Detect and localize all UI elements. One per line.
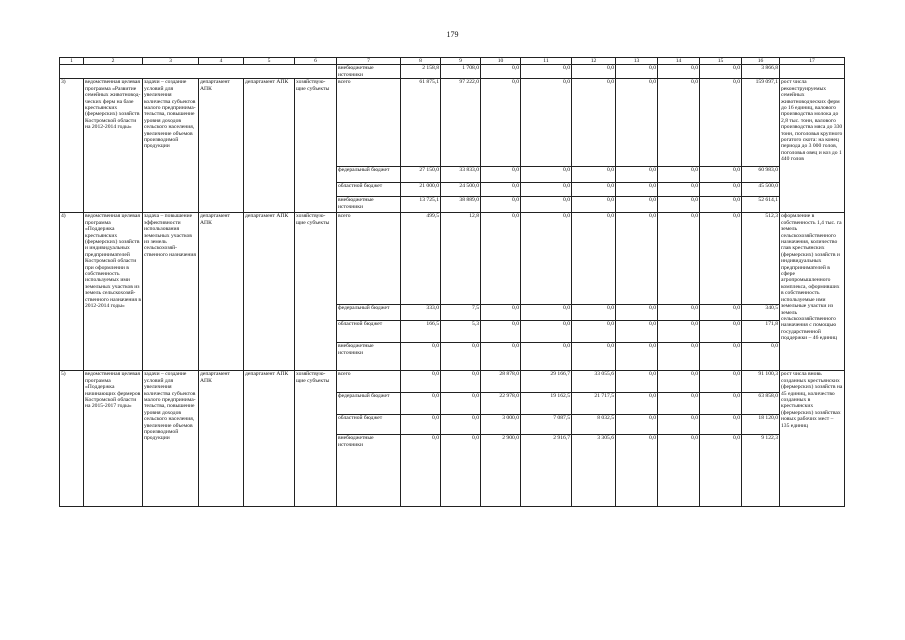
amount-cell: 0,0 [616,65,658,79]
funding-source: федеральный бюджет [337,393,401,415]
funding-source: внебюджетные источники [337,65,401,79]
funding-source: федеральный бюджет [337,167,401,183]
participants: хозяйствую-щие субъекты [295,213,337,371]
column-number: 10 [481,58,521,65]
amount-cell: 0,0 [572,197,616,213]
amount-cell: 0,0 [700,213,742,305]
amount-cell: 0,0 [658,371,700,393]
amount-cell: 21 717,5 [572,393,616,415]
amount-cell: 0,0 [521,343,572,371]
funding-source: внебюджетные источники [337,343,401,371]
program-table [59,57,845,507]
amount-cell: 24 500,0 [441,183,481,197]
amount-cell: 0,0 [658,197,700,213]
amount-cell: 0,0 [700,167,742,183]
amount-cell: 0,0 [481,321,521,343]
co-executor: департамент АПК [244,371,295,507]
funding-source: областной бюджет [337,321,401,343]
amount-cell: 0,0 [572,167,616,183]
column-number: 15 [700,58,742,65]
amount-cell: 3 000,0 [481,415,521,435]
amount-cell: 0,0 [572,321,616,343]
amount-cell: 27 150,0 [401,167,441,183]
participants: хозяйствую-щие субъекты [295,79,337,213]
table-row [60,65,845,79]
amount-cell: 19 162,5 [521,393,572,415]
amount-cell: 0,0 [616,371,658,393]
amount-cell: 0,0 [700,321,742,343]
amount-cell: 5,3 [441,321,481,343]
column-number: 11 [521,58,572,65]
expected-result: рост числа вновь созданных крестьянских (фермерских) хозяйств на 45 единиц, количество созданных в крестьянских (фермерских) хозяйствах новых рабочих мест – 135 единиц [780,371,845,507]
amount-cell: 0,0 [572,305,616,321]
column-number: 8 [401,58,441,65]
responsible-executor: департамент АПК [199,371,244,507]
amount-cell: 52 614,1 [742,197,780,213]
amount-cell: 0,0 [481,167,521,183]
amount-cell: 0,0 [616,213,658,305]
amount-cell: 0,0 [481,79,521,167]
amount-cell: 0,0 [572,213,616,305]
amount-cell: 0,0 [658,343,700,371]
page-number: 179 [446,30,459,39]
amount-cell: 18 120,0 [742,415,780,435]
amount-cell: 0,0 [441,371,481,393]
amount-cell: 33 833,0 [441,167,481,183]
amount-cell: 0,0 [658,65,700,79]
amount-cell: 0,0 [441,415,481,435]
column-number: 3 [143,58,199,65]
amount-cell: 0,0 [401,435,441,507]
amount-cell: 0,0 [616,393,658,415]
amount-cell: 0,0 [572,65,616,79]
amount-cell: 0,0 [700,197,742,213]
amount-cell: 0,0 [481,183,521,197]
amount-cell: 0,0 [658,305,700,321]
amount-cell: 0,0 [616,167,658,183]
funding-source: областной бюджет [337,415,401,435]
funding-source: федеральный бюджет [337,305,401,321]
responsible-executor: департамент АПК [199,213,244,371]
section-number: 3) [60,79,84,213]
program-name: ведомственная целевая программа «Поддержка крестьянских (фермерских) хозяйств и индивидуальных предпринимателей Костромской области при оформлении в собственность используемых ими земельных участков из земель сельскохозяй-ственного назначения в 2012-2014 годы» [84,213,143,371]
amount-cell: 2 900,0 [481,435,521,507]
amount-cell: 0,0 [700,65,742,79]
amount-cell: 0,0 [441,393,481,415]
amount-cell: 0,0 [616,435,658,507]
funding-source: областной бюджет [337,183,401,197]
amount-cell: 0,0 [742,343,780,371]
program-name: ведомственная целевая программа «Развитие семейных животновод-ческих ферм на базе крестьянских (фермерских) хозяйств Костромской области на 2012-2014 годы» [84,79,143,213]
amount-cell: 0,0 [658,183,700,197]
amount-cell: 340,5 [742,305,780,321]
amount-cell: 21 000,0 [401,183,441,197]
amount-cell: 0,0 [658,435,700,507]
amount-cell: 28 878,0 [481,371,521,393]
column-number: 14 [658,58,700,65]
amount-cell: 0,0 [616,79,658,167]
amount-cell: 0,0 [658,321,700,343]
column-number: 16 [742,58,780,65]
empty-cell [60,65,337,79]
amount-cell: 8 032,5 [572,415,616,435]
column-number: 7 [337,58,401,65]
amount-cell: 45 500,0 [742,183,780,197]
amount-cell: 0,0 [658,213,700,305]
amount-cell: 0,0 [401,371,441,393]
amount-cell: 0,0 [481,65,521,79]
amount-cell: 2 158,8 [401,65,441,79]
amount-cell: 0,0 [481,213,521,305]
amount-cell: 0,0 [700,415,742,435]
amount-cell: 159 097,1 [742,79,780,167]
amount-cell: 0,0 [616,415,658,435]
amount-cell: 0,0 [521,167,572,183]
funding-source: всего [337,213,401,305]
amount-cell: 63 858,0 [742,393,780,415]
amount-cell: 171,8 [742,321,780,343]
amount-cell: 333,0 [401,305,441,321]
amount-cell: 2 916,7 [521,435,572,507]
amount-cell: 0,0 [481,343,521,371]
expected-result: рост числа реконструируемых семейных животноводческих ферм до 16 единиц, валового производства молока до 2,8 тыс. тонн, валового производства мяса до 330 тонн, поголовья крупного рогатого скота: на конец периода до 3 000 голов, поголовья овец и коз до 1 440 голов [780,79,845,213]
amount-cell: 499,5 [401,213,441,305]
column-number: 2 [84,58,143,65]
section-number: 4) [60,213,84,371]
amount-cell: 0,0 [521,183,572,197]
amount-cell: 166,5 [401,321,441,343]
amount-cell: 3 305,6 [572,435,616,507]
column-number: 4 [199,58,244,65]
amount-cell: 0,0 [572,79,616,167]
amount-cell: 0,0 [700,435,742,507]
column-number: 5 [244,58,295,65]
amount-cell: 13 725,1 [401,197,441,213]
amount-cell: 0,0 [658,79,700,167]
amount-cell: 91 100,3 [742,371,780,393]
amount-cell: 97 222,0 [441,79,481,167]
amount-cell: 0,0 [700,393,742,415]
amount-cell: 0,0 [521,197,572,213]
column-number: 6 [295,58,337,65]
amount-cell: 0,0 [441,343,481,371]
amount-cell: 22 978,0 [481,393,521,415]
co-executor: департамент АПК [244,213,295,371]
amount-cell: 0,0 [521,213,572,305]
amount-cell: 0,0 [521,65,572,79]
amount-cell: 0,0 [700,371,742,393]
column-number: 13 [616,58,658,65]
amount-cell: 0,0 [521,321,572,343]
program-task: задачи – создание условий для увеличения количества субъектов малого предпринима-тельства, повышение уровня доходов сельского населения, увеличение объемов производимой продукции [143,371,199,507]
column-number: 12 [572,58,616,65]
amount-cell: 0,0 [658,415,700,435]
funding-source: всего [337,79,401,167]
amount-cell: 33 055,6 [572,371,616,393]
column-number: 9 [441,58,481,65]
amount-cell: 512,3 [742,213,780,305]
column-number: 17 [780,58,845,65]
column-number-row [60,58,845,65]
funding-source: внебюджетные источники [337,197,401,213]
table-row [60,371,845,393]
amount-cell: 0,0 [572,183,616,197]
expected-result: оформление в собственность 1,4 тыс. га земель сельскохозяйственного назначения, количество глав крестьянских (фермерских) хозяйств и индивидуальных предпринимателей в сфере агропромышленного комплекса, оформивших в собственность используемые ими земельные участки из земель сельскохозяйственного назначения с помощью государственной поддержки – 46 единиц [780,213,845,371]
amount-cell: 0,0 [616,343,658,371]
amount-cell: 0,0 [572,343,616,371]
amount-cell: 0,0 [521,79,572,167]
amount-cell: 0,0 [481,197,521,213]
amount-cell: 0,0 [658,393,700,415]
funding-source: всего [337,371,401,393]
section-number: 5) [60,371,84,507]
amount-cell: 7 087,5 [521,415,572,435]
amount-cell: 29 166,7 [521,371,572,393]
amount-cell: 7,5 [441,305,481,321]
program-name: ведомственная целевая программа «Поддержка начинающих фермеров Костромской области на 2015-2017 годы» [84,371,143,507]
amount-cell: 0,0 [658,167,700,183]
amount-cell: 1 708,0 [441,65,481,79]
program-task: задача – повышение эффективности использования земельных участков из земель сельскохозяй-ственного назначения [143,213,199,371]
amount-cell: 0,0 [616,305,658,321]
program-task: задачи – создание условий для увеличения количества субъектов малого предпринима-тельства, повышение уровня доходов сельского населения, увеличение объемов производимой продукции [143,79,199,213]
amount-cell: 61 875,1 [401,79,441,167]
amount-cell: 9 122,3 [742,435,780,507]
amount-cell: 0,0 [616,197,658,213]
amount-cell: 0,0 [700,305,742,321]
amount-cell: 0,0 [401,393,441,415]
amount-cell: 60 983,0 [742,167,780,183]
amount-cell: 0,0 [700,79,742,167]
amount-cell: 0,0 [441,435,481,507]
column-number: 1 [60,58,84,65]
amount-cell: 0,0 [700,343,742,371]
table-row [60,213,845,305]
amount-cell: 12,8 [441,213,481,305]
table-row [60,79,845,167]
co-executor: департамент АПК [244,79,295,213]
responsible-executor: департамент АПК [199,79,244,213]
amount-cell: 0,0 [700,183,742,197]
amount-cell: 0,0 [401,415,441,435]
funding-source: внебюджетные источники [337,435,401,507]
amount-cell: 3 866,8 [742,65,780,79]
amount-cell: 0,0 [481,305,521,321]
participants: хозяйствую-щие субъекты [295,371,337,507]
amount-cell: 0,0 [616,321,658,343]
amount-cell: 0,0 [521,305,572,321]
amount-cell: 38 889,0 [441,197,481,213]
empty-cell [780,65,845,79]
amount-cell: 0,0 [401,343,441,371]
amount-cell: 0,0 [616,183,658,197]
